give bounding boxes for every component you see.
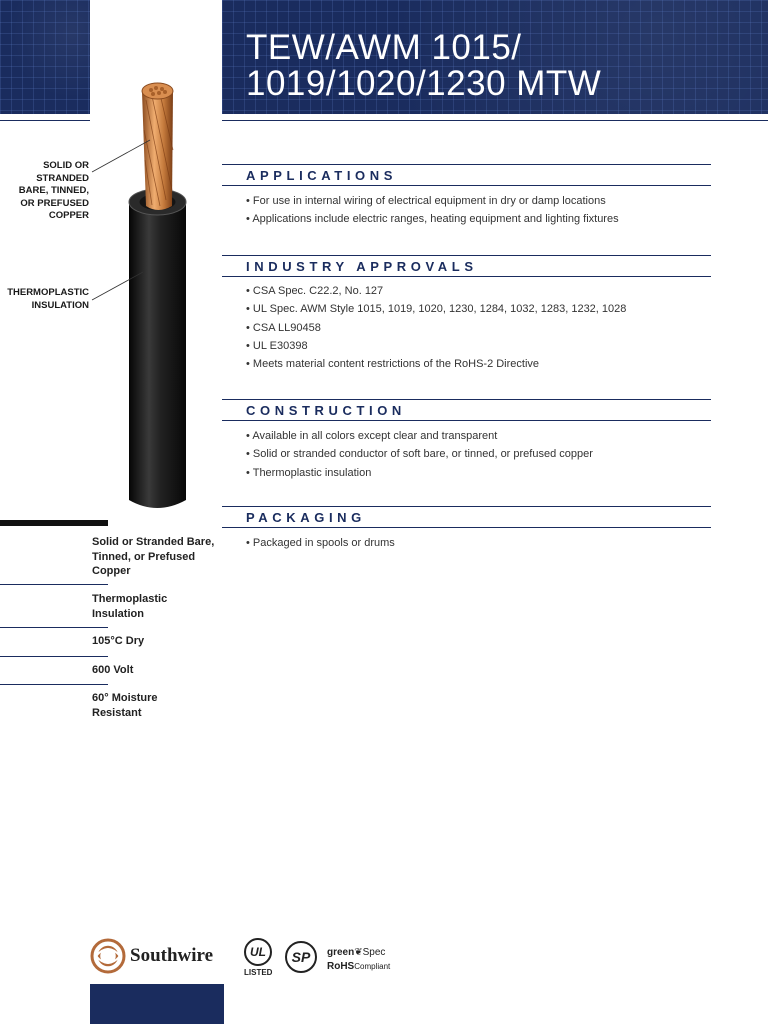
packaging-heading: PACKAGING [222, 506, 711, 528]
footer-block [90, 984, 224, 1024]
southwire-logo [90, 936, 230, 976]
copper-conductor [142, 90, 173, 210]
spec-conductor: Solid or Stranded Bare, Tinned, or Prefused Copper [92, 536, 215, 577]
csa-logo: SP [285, 941, 317, 973]
list-item: • Solid or stranded conductor of soft bare, or tinned, or prefused copper [246, 445, 593, 463]
spec-rule [0, 684, 108, 685]
list-item: • Meets material content restrictions of the RoHS-2 Directive [246, 355, 626, 373]
banner-rule-right [222, 120, 768, 121]
list-item: • CSA LL90458 [246, 319, 626, 337]
insulation-callout: THERMOPLASTIC INSULATION [7, 287, 89, 311]
list-item: • For use in internal wiring of electrical equipment in dry or damp locations [246, 192, 619, 210]
spec-rule [0, 584, 108, 585]
southwire-wordmark: Southwire [130, 945, 214, 966]
approvals-list [246, 282, 626, 373]
rohs-text: RoHS [327, 961, 355, 972]
list-item: • Applications include electric ranges, heating equipment and lighting fixtures [246, 210, 619, 228]
conductor-callout: SOLID OR STRANDED BARE, TINNED, OR PREFUSED COPPER [18, 160, 89, 221]
applications-list [246, 192, 619, 229]
spec-divider-bar [0, 520, 108, 526]
approvals-heading: INDUSTRY APPROVALS [222, 255, 711, 277]
spec-temperature: 105°C Dry [92, 635, 145, 647]
spec-text: Spec [362, 947, 386, 958]
conductor-end [142, 83, 173, 99]
title-line-2: 1019/1020/1230 MTW [246, 64, 602, 103]
construction-list [246, 427, 593, 482]
spec-moisture: 60° Moisture Resistant [92, 692, 158, 719]
ul-listed-text: LISTED [244, 968, 273, 977]
list-item: • CSA Spec. C22.2, No. 127 [246, 282, 626, 300]
spec-voltage: 600 Volt [92, 664, 134, 676]
spec-rule [0, 627, 108, 628]
construction-heading: CONSTRUCTION [222, 399, 711, 421]
title-line-1: TEW/AWM 1015/ [246, 28, 522, 67]
greenspec-rohs-logo [327, 947, 417, 977]
spec-rule [0, 656, 108, 657]
green-text: green [327, 947, 355, 958]
leaf-icon: ❦ [354, 947, 363, 958]
list-item: • UL Spec. AWM Style 1015, 1019, 1020, 1230, 1284, 1032, 1283, 1232, 1028 [246, 300, 626, 318]
conductor-leader-line [92, 140, 150, 172]
southwire-emblem-icon [90, 938, 126, 974]
cable-illustration [0, 0, 230, 520]
compliant-text: Compliant [354, 962, 391, 971]
product-title [246, 30, 746, 102]
list-item: • UL E30398 [246, 337, 626, 355]
list-item: • Available in all colors except clear and transparent [246, 427, 593, 445]
ul-listed-logo [244, 938, 274, 978]
ul-mark-icon: UL [244, 938, 272, 966]
list-item: • Packaged in spools or drums [246, 534, 395, 552]
packaging-list [246, 534, 395, 552]
cable-jacket [129, 202, 186, 508]
list-item: • Thermoplastic insulation [246, 464, 593, 482]
spec-insulation: Thermoplastic Insulation [92, 593, 168, 620]
applications-heading: APPLICATIONS [222, 164, 711, 186]
